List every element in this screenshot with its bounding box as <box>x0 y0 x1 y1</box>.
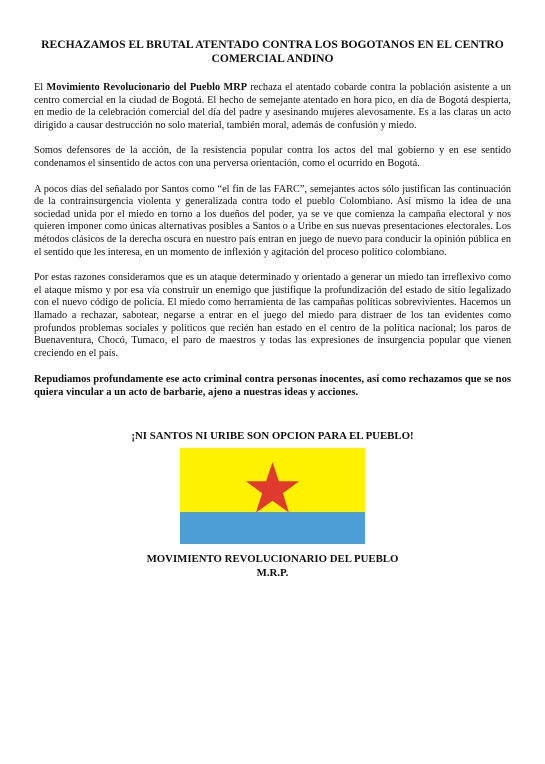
paragraph-1-text: rechaza el atentado cobarde contra la población asistente a un centro comercial en la ciudad de Bogotá. El hecho de semejante atentado en hora pico, en día de Bogotá despierta, en medio de la celebración comercial del día del padre y asesinando mujeres alevosamente. Es a las claras un acto dirigido a causar destrucción no solo material, también moral, además de confusión y miedo. <box>34 82 511 131</box>
organization-name: Movimiento Revolucionario del Pueblo MRP <box>46 82 247 93</box>
flag-image <box>180 448 365 544</box>
flag-blue-band <box>180 512 365 544</box>
signature-acronym: M.R.P. <box>256 567 289 580</box>
paragraph-1 <box>34 82 511 132</box>
paragraph-4: Por estas razones consideramos que es un ataque determinado y orientado a generar un miedo tan irreflexivo como el ataque mismo y por esa vía construir un enemigo que justifique la profundización del estado de sitio legalizado con el nuevo código de policía. El miedo como herramienta de las campañas políticas sobrevivientes. Hacemos un llamado a rechazar, sabotear, negarse a entrar en el juego del miedo para distraer de los tan evidentes como profundos problemas sociales y políticos que recién han estado en el centro de la política nacional; los paros de Buenaventura, Chocó, Tumaco, el paro de maestros y todas las expresiones de insurgencia popular que vienen creciendo en el país. <box>34 272 511 359</box>
flag-container <box>34 448 511 544</box>
document-title: RECHAZAMOS EL BRUTAL ATENTADO CONTRA LOS BOGOTANOS EN EL CENTRO COMERCIAL ANDINO <box>41 38 504 65</box>
signature <box>34 552 511 580</box>
paragraph-2: Somos defensores de la acción, de la resistencia popular contra los actos del mal gobierno y en ese sentido condenamos el sinsentido de actos con una perversa orientación, como el ocurrido en Bogotá. <box>34 145 511 169</box>
closing-statement: Repudiamos profundamente ese acto criminal contra personas inocentes, así como rechazamos que se nos quiera vincular a un acto de barbarie, ajeno a nuestras ideas y acciones. <box>34 374 511 399</box>
slogan: ¡NI SANTOS NI URIBE SON OPCION PARA EL PUEBLO! <box>131 430 414 443</box>
paragraph-3: A pocos días del señalado por Santos como “el fin de las FARC”, semejantes actos sólo justifican las continuación de la contrainsurgencia violenta y generalizada contra todo el pueblo Colombiano. Así mismo la idea de una sociedad unida por el miedo en torno a los dueños del poder, ya se ve que comienza la campaña electoral y nos quieren imponer como únicas alternativas posibles a Santos o a Uribe en sus nuevas presentaciones electorales. Los métodos clásicos de la derecha oscura en nuestro país entran en juego de nuevo para conducir la opinión pública en el sentido que les interesa, en un momento de inflexión y agitación del proceso político colombiano. <box>34 183 511 258</box>
paragraph-1-intro: El <box>34 82 47 93</box>
signature-org: MOVIMIENTO REVOLUCIONARIO DEL PUEBLO <box>146 553 399 566</box>
